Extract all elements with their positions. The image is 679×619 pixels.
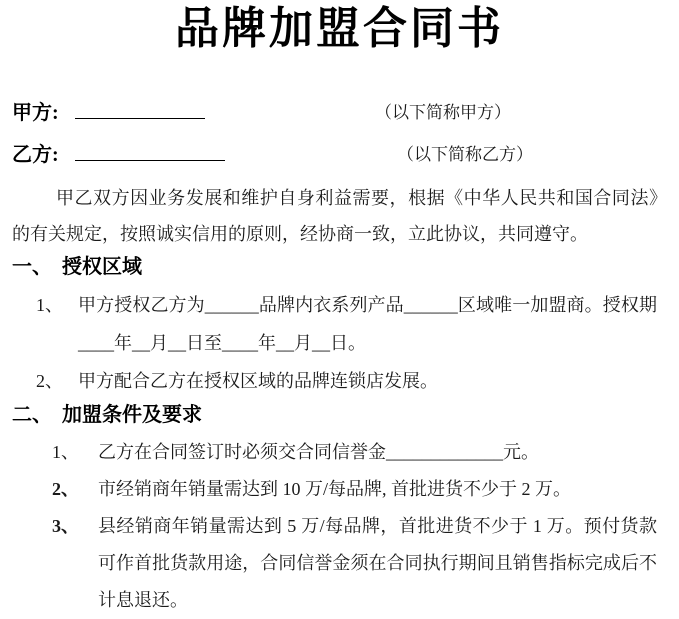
section-1-title: 授权区域: [62, 256, 142, 278]
item-text: 市经销商年销量需达到 10 万/每品牌, 首批进货不少于 2 万。: [98, 479, 571, 499]
item-number: 2、: [52, 479, 79, 499]
item-text: 甲方授权乙方为______品牌内衣系列产品______区域唯一加盟商。授权期____年__月__日至____年__月__日。: [78, 295, 657, 353]
intro-paragraph: 甲乙双方因业务发展和维护自身利益需要，根据《中华人民共和国合同法》的有关规定，按照诚实信用的原则，经协商一致，立此协议，共同遵守。: [12, 188, 667, 244]
list-item: [12, 471, 667, 508]
item-number: 3、: [52, 516, 79, 536]
item-number: 2、: [36, 371, 63, 391]
parties-block: [12, 96, 667, 166]
document-title: 品牌加盟合同书: [175, 4, 504, 53]
party-a-row: [12, 96, 667, 124]
party-a-blank-line: [75, 97, 205, 119]
section-2-items: [12, 434, 667, 619]
party-b-blank-line: [75, 139, 225, 161]
section-1-heading: [12, 252, 667, 282]
party-a-alias-note: （以下简称甲方）: [375, 103, 511, 122]
item-text: 县经销商年销量需达到 5 万/每品牌，首批进货不少于 1 万。预付货款可作首批货款用途，合同信誉金须在合同执行期间且销售指标完成后不计息退还。: [98, 516, 657, 610]
party-a-label: 甲方:: [12, 102, 59, 124]
list-item: [12, 508, 667, 619]
item-number: 1、: [36, 295, 63, 315]
section-2-number: 二、: [12, 404, 52, 426]
party-b-label: 乙方:: [12, 144, 59, 166]
party-b-alias-note: （以下简称乙方）: [397, 145, 533, 164]
section-1-items: [12, 286, 667, 400]
item-text: 乙方在合同签订时必须交合同信誉金_____________元。: [98, 442, 539, 462]
item-text: 甲方配合乙方在授权区域的品牌连锁店发展。: [78, 371, 438, 391]
list-item: [12, 362, 667, 400]
list-item: [12, 434, 667, 471]
party-b-row: [12, 138, 667, 166]
section-2-heading: [12, 400, 667, 430]
item-number: 1、: [52, 442, 79, 462]
section-2-title: 加盟条件及要求: [62, 404, 202, 426]
list-item: [12, 286, 667, 362]
section-1-number: 一、: [12, 256, 52, 278]
